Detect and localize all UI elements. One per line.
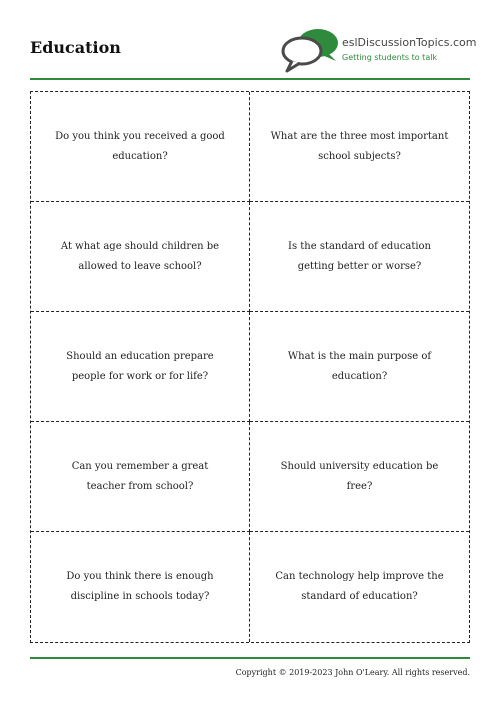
discussion-card: Can you remember a great teacher from school?: [31, 422, 250, 532]
copyright-notice: Copyright © 2019-2023 John O'Leary. All rights reserved.: [235, 668, 470, 677]
site-logo: [280, 27, 480, 77]
discussion-card: Should an education prepare people for work or for life?: [31, 312, 250, 422]
logo-site-name: eslDiscussionTopics.com: [342, 36, 477, 49]
header-divider: [30, 78, 470, 80]
discussion-card: What are the three most important school subjects?: [250, 92, 469, 202]
discussion-cards-grid: [30, 91, 470, 643]
discussion-card: Do you think you received a good education?: [31, 92, 250, 202]
discussion-card: Is the standard of education getting better or worse?: [250, 202, 469, 312]
logo-tagline: Getting students to talk: [342, 53, 438, 62]
discussion-card: At what age should children be allowed to leave school?: [31, 202, 250, 312]
discussion-card: Can technology help improve the standard of education?: [275, 571, 444, 602]
footer-divider: [30, 657, 470, 659]
page-title: Education: [30, 38, 121, 57]
discussion-card: Should university education be free?: [250, 422, 469, 532]
discussion-card: Do you think there is enough discipline in schools today?: [31, 532, 250, 642]
discussion-card: What is the main purpose of education?: [250, 312, 469, 422]
speech-bubbles-icon: [280, 27, 340, 75]
